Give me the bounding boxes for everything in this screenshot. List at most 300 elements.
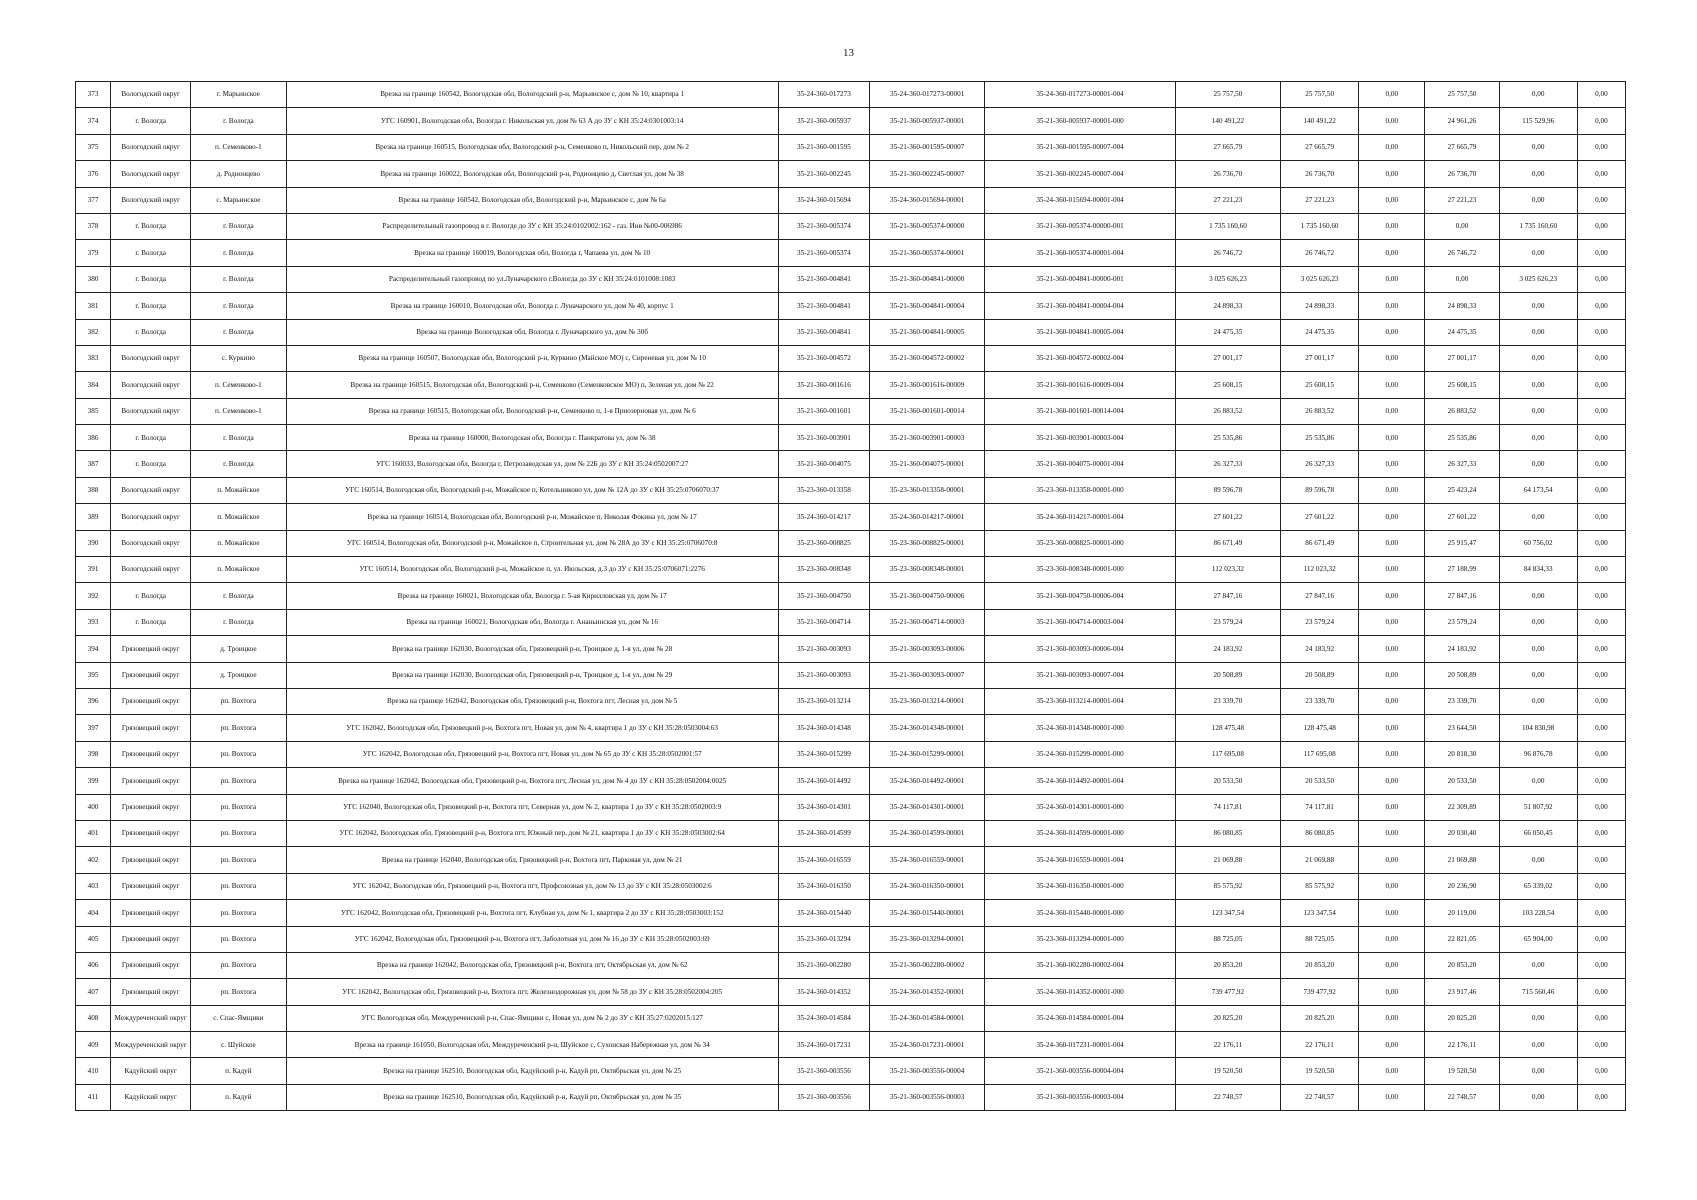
table-row xyxy=(76,398,1626,424)
settlement-cell: п. Кадуй xyxy=(191,1084,286,1110)
table-row xyxy=(76,873,1626,899)
table-row xyxy=(76,213,1626,239)
other-cost-cell: 0,00 xyxy=(1577,636,1625,662)
table-row xyxy=(76,688,1626,714)
object-description-cell: Врезка на границе 160019, Вологодская обл, Вологда г, Чапаева ул, дом № 10 xyxy=(286,240,778,266)
settlement-cell: п. Семенково-1 xyxy=(191,134,286,160)
row-number-cell: 396 xyxy=(76,688,111,714)
object-code-cell: 35-21-360-004572 xyxy=(778,345,869,371)
element-code-cell: 35-21-360-001616-00009 xyxy=(870,372,985,398)
settlement-cell: рп. Вохтога xyxy=(191,794,286,820)
object-description-cell: Врезка на границе 160515, Вологодская обл, Вологодский р-н, Семенково п, Никольский пер, дом № 2 xyxy=(286,134,778,160)
inventory-code-cell: 35-21-360-003901-00003-004 xyxy=(985,425,1175,451)
table-row xyxy=(76,108,1626,134)
object-code-cell: 35-21-360-004841 xyxy=(778,319,869,345)
zero-cost-cell: 0,00 xyxy=(1359,504,1425,530)
total-cost-cell: 24 475,35 xyxy=(1175,319,1280,345)
connection-cost-cell: 20 533,50 xyxy=(1425,768,1499,794)
zero-cost-cell: 0,00 xyxy=(1359,213,1425,239)
other-cost-cell: 0,00 xyxy=(1577,583,1625,609)
zero-cost-cell: 0,00 xyxy=(1359,873,1425,899)
row-number-cell: 374 xyxy=(76,108,111,134)
connection-cost-cell: 25 608,15 xyxy=(1425,372,1499,398)
zero-cost-cell: 0,00 xyxy=(1359,926,1425,952)
element-code-cell: 35-24-360-014301-00001 xyxy=(870,794,985,820)
settlement-cell: г. Вологда xyxy=(191,609,286,635)
cost-cell: 24 183,92 xyxy=(1281,636,1359,662)
district-cell: г. Вологда xyxy=(111,451,191,477)
row-number-cell: 373 xyxy=(76,82,111,108)
object-description-cell: Врезка на границе 162042, Вологодская обл, Грязовецкий р-н, Вохтога пгт, Лесная ул, дом № 5 xyxy=(286,688,778,714)
district-cell: Грязовецкий округ xyxy=(111,715,191,741)
zero-cost-cell: 0,00 xyxy=(1359,583,1425,609)
object-code-cell: 35-24-360-016350 xyxy=(778,873,869,899)
object-description-cell: Врезка на границе 160010, Вологодская обл, Вологда г. Луначарского ул, дом № 40, корпус 1 xyxy=(286,293,778,319)
connection-cost-cell: 27 847,16 xyxy=(1425,583,1499,609)
object-description-cell: Врезка на границе 162030, Вологодская обл, Грязовецкий р-н, Троицкое д, 1-я ул, дом № 28 xyxy=(286,636,778,662)
total-cost-cell: 123 347,54 xyxy=(1175,900,1280,926)
row-number-cell: 402 xyxy=(76,847,111,873)
element-code-cell: 35-21-360-005374-00000 xyxy=(870,213,985,239)
zero-cost-cell: 0,00 xyxy=(1359,557,1425,583)
settlement-cell: д. Троицкое xyxy=(191,636,286,662)
settlement-cell: д. Троицкое xyxy=(191,662,286,688)
network-cost-cell: 0,00 xyxy=(1499,82,1577,108)
element-code-cell: 35-24-360-017231-00001 xyxy=(870,1032,985,1058)
settlement-cell: рп. Вохтога xyxy=(191,768,286,794)
cost-cell: 22 748,57 xyxy=(1281,1084,1359,1110)
network-cost-cell: 0,00 xyxy=(1499,688,1577,714)
object-description-cell: Врезка на границе 160021, Вологодская обл, Вологда г. 5-ая Кирилловская ул, дом № 17 xyxy=(286,583,778,609)
cost-cell: 24 898,33 xyxy=(1281,293,1359,319)
object-description-cell: УГС 160033, Вологодская обл, Вологда г, Петрозаводская ул, дом № 22Б до ЗУ с КН 35:24:0502007:27 xyxy=(286,451,778,477)
table-row xyxy=(76,1058,1626,1084)
network-cost-cell: 0,00 xyxy=(1499,847,1577,873)
row-number-cell: 382 xyxy=(76,319,111,345)
other-cost-cell: 0,00 xyxy=(1577,979,1625,1005)
zero-cost-cell: 0,00 xyxy=(1359,768,1425,794)
table-row xyxy=(76,847,1626,873)
zero-cost-cell: 0,00 xyxy=(1359,398,1425,424)
zero-cost-cell: 0,00 xyxy=(1359,530,1425,556)
object-description-cell: УГС 162042, Вологодская обл, Грязовецкий р-н, Вохтога пгт, Новая ул, дом № 4, квартира 1 до ЗУ с КН 35:28:0503004:63 xyxy=(286,715,778,741)
row-number-cell: 375 xyxy=(76,134,111,160)
element-code-cell: 35-24-360-014584-00001 xyxy=(870,1005,985,1031)
other-cost-cell: 0,00 xyxy=(1577,293,1625,319)
total-cost-cell: 86 671,49 xyxy=(1175,530,1280,556)
inventory-code-cell: 35-21-360-004841-00005-004 xyxy=(985,319,1175,345)
table-row xyxy=(76,979,1626,1005)
cost-cell: 23 579,24 xyxy=(1281,609,1359,635)
zero-cost-cell: 0,00 xyxy=(1359,134,1425,160)
element-code-cell: 35-23-360-008348-00001 xyxy=(870,557,985,583)
cost-cell: 23 339,70 xyxy=(1281,688,1359,714)
zero-cost-cell: 0,00 xyxy=(1359,82,1425,108)
total-cost-cell: 23 339,70 xyxy=(1175,688,1280,714)
table-row xyxy=(76,609,1626,635)
settlement-cell: п. Семенково-1 xyxy=(191,398,286,424)
other-cost-cell: 0,00 xyxy=(1577,952,1625,978)
table-row xyxy=(76,952,1626,978)
inventory-code-cell: 35-24-360-015440-00001-000 xyxy=(985,900,1175,926)
network-cost-cell: 0,00 xyxy=(1499,398,1577,424)
object-code-cell: 35-24-360-014599 xyxy=(778,820,869,846)
row-number-cell: 398 xyxy=(76,741,111,767)
settlement-cell: рп. Вохтога xyxy=(191,847,286,873)
zero-cost-cell: 0,00 xyxy=(1359,979,1425,1005)
object-code-cell: 35-21-360-004714 xyxy=(778,609,869,635)
object-description-cell: Врезка на границе 160021, Вологодская обл, Вологда г. Ананьинская ул, дом № 16 xyxy=(286,609,778,635)
inventory-code-cell: 35-21-360-001595-00007-004 xyxy=(985,134,1175,160)
total-cost-cell: 27 001,17 xyxy=(1175,345,1280,371)
connection-cost-cell: 23 339,70 xyxy=(1425,688,1499,714)
connection-cost-cell: 20 853,20 xyxy=(1425,952,1499,978)
inventory-code-cell: 35-24-360-015299-00001-000 xyxy=(985,741,1175,767)
other-cost-cell: 0,00 xyxy=(1577,1084,1625,1110)
table-row xyxy=(76,715,1626,741)
network-cost-cell: 0,00 xyxy=(1499,609,1577,635)
network-cost-cell: 0,00 xyxy=(1499,1084,1577,1110)
district-cell: Вологодский округ xyxy=(111,398,191,424)
element-code-cell: 35-21-360-003901-00003 xyxy=(870,425,985,451)
registry-table xyxy=(75,81,1626,1111)
other-cost-cell: 0,00 xyxy=(1577,372,1625,398)
settlement-cell: г. Вологда xyxy=(191,319,286,345)
other-cost-cell: 0,00 xyxy=(1577,557,1625,583)
network-cost-cell: 115 529,96 xyxy=(1499,108,1577,134)
connection-cost-cell: 19 520,50 xyxy=(1425,1058,1499,1084)
network-cost-cell: 60 756,02 xyxy=(1499,530,1577,556)
object-description-cell: Врезка на границе 160022, Вологодская обл, Вологодский р-н, Родионцево д, Светлая ул, дом № 38 xyxy=(286,161,778,187)
row-number-cell: 385 xyxy=(76,398,111,424)
settlement-cell: рп. Вохтога xyxy=(191,820,286,846)
cost-cell: 27 665,79 xyxy=(1281,134,1359,160)
element-code-cell: 35-21-360-003556-00004 xyxy=(870,1058,985,1084)
inventory-code-cell: 35-21-360-001601-00014-004 xyxy=(985,398,1175,424)
inventory-code-cell: 35-24-360-016350-00001-000 xyxy=(985,873,1175,899)
other-cost-cell: 0,00 xyxy=(1577,609,1625,635)
cost-cell: 1 735 160,60 xyxy=(1281,213,1359,239)
row-number-cell: 401 xyxy=(76,820,111,846)
row-number-cell: 387 xyxy=(76,451,111,477)
district-cell: Вологодский округ xyxy=(111,187,191,213)
other-cost-cell: 0,00 xyxy=(1577,926,1625,952)
table-row xyxy=(76,319,1626,345)
element-code-cell: 35-21-360-002280-00002 xyxy=(870,952,985,978)
network-cost-cell: 0,00 xyxy=(1499,636,1577,662)
row-number-cell: 379 xyxy=(76,240,111,266)
row-number-cell: 384 xyxy=(76,372,111,398)
table-row xyxy=(76,1005,1626,1031)
row-number-cell: 391 xyxy=(76,557,111,583)
table-row xyxy=(76,477,1626,503)
total-cost-cell: 25 608,15 xyxy=(1175,372,1280,398)
cost-cell: 24 475,35 xyxy=(1281,319,1359,345)
object-description-cell: Врезка на границе Вологодская обл, Вологда г. Луначарского ул, дом № 30б xyxy=(286,319,778,345)
element-code-cell: 35-24-360-014599-00001 xyxy=(870,820,985,846)
object-code-cell: 35-21-360-003093 xyxy=(778,636,869,662)
element-code-cell: 35-21-360-002245-00007 xyxy=(870,161,985,187)
object-description-cell: УГС 162042, Вологодская обл, Грязовецкий р-н, Вохтога пгт, Новая ул, дом № 65 до ЗУ с КН 35:28:0502001:57 xyxy=(286,741,778,767)
element-code-cell: 35-21-360-004841-00004 xyxy=(870,293,985,319)
zero-cost-cell: 0,00 xyxy=(1359,741,1425,767)
other-cost-cell: 0,00 xyxy=(1577,688,1625,714)
cost-cell: 86 671,49 xyxy=(1281,530,1359,556)
cost-cell: 27 601,22 xyxy=(1281,504,1359,530)
settlement-cell: рп. Вохтога xyxy=(191,741,286,767)
object-description-cell: Врезка на границе 162042, Вологодская обл, Грязовецкий р-н, Вохтога пгт, Лесная ул, дом № 4 до ЗУ с КН 35:28:0502004:0025 xyxy=(286,768,778,794)
element-code-cell: 35-24-360-014348-00001 xyxy=(870,715,985,741)
total-cost-cell: 89 596,78 xyxy=(1175,477,1280,503)
total-cost-cell: 27 221,23 xyxy=(1175,187,1280,213)
connection-cost-cell: 20 119,00 xyxy=(1425,900,1499,926)
zero-cost-cell: 0,00 xyxy=(1359,636,1425,662)
settlement-cell: п. Можайское xyxy=(191,504,286,530)
row-number-cell: 406 xyxy=(76,952,111,978)
object-code-cell: 35-21-360-005374 xyxy=(778,240,869,266)
network-cost-cell: 0,00 xyxy=(1499,504,1577,530)
connection-cost-cell: 22 821,05 xyxy=(1425,926,1499,952)
total-cost-cell: 22 748,57 xyxy=(1175,1084,1280,1110)
other-cost-cell: 0,00 xyxy=(1577,741,1625,767)
other-cost-cell: 0,00 xyxy=(1577,451,1625,477)
row-number-cell: 389 xyxy=(76,504,111,530)
table-row xyxy=(76,1032,1626,1058)
object-code-cell: 35-21-360-003556 xyxy=(778,1084,869,1110)
zero-cost-cell: 0,00 xyxy=(1359,345,1425,371)
object-code-cell: 35-21-360-004841 xyxy=(778,293,869,319)
network-cost-cell: 84 834,33 xyxy=(1499,557,1577,583)
zero-cost-cell: 0,00 xyxy=(1359,477,1425,503)
total-cost-cell: 20 853,20 xyxy=(1175,952,1280,978)
row-number-cell: 397 xyxy=(76,715,111,741)
object-code-cell: 35-23-360-013294 xyxy=(778,926,869,952)
object-description-cell: УГС 160514, Вологодская обл, Вологодский р-н, Можайское п, Строительная ул, дом № 28А до ЗУ с КН 35:25:0706070:8 xyxy=(286,530,778,556)
inventory-code-cell: 35-23-360-013358-00001-000 xyxy=(985,477,1175,503)
district-cell: Грязовецкий округ xyxy=(111,926,191,952)
cost-cell: 128 475,48 xyxy=(1281,715,1359,741)
table-row xyxy=(76,1084,1626,1110)
total-cost-cell: 25 535,86 xyxy=(1175,425,1280,451)
zero-cost-cell: 0,00 xyxy=(1359,794,1425,820)
table-row xyxy=(76,161,1626,187)
district-cell: Грязовецкий округ xyxy=(111,741,191,767)
zero-cost-cell: 0,00 xyxy=(1359,847,1425,873)
district-cell: г. Вологда xyxy=(111,266,191,292)
element-code-cell: 35-21-360-004714-00003 xyxy=(870,609,985,635)
network-cost-cell: 0,00 xyxy=(1499,1058,1577,1084)
connection-cost-cell: 24 183,92 xyxy=(1425,636,1499,662)
element-code-cell: 35-21-360-004750-00006 xyxy=(870,583,985,609)
total-cost-cell: 20 508,89 xyxy=(1175,662,1280,688)
settlement-cell: г. Вологда xyxy=(191,293,286,319)
district-cell: Грязовецкий округ xyxy=(111,636,191,662)
object-description-cell: Распределительный газопровод в г. Вологде до ЗУ с КН 35:24:0102002:162 - газ. Инв №00-006986 xyxy=(286,213,778,239)
district-cell: г. Вологда xyxy=(111,425,191,451)
row-number-cell: 377 xyxy=(76,187,111,213)
connection-cost-cell: 23 644,50 xyxy=(1425,715,1499,741)
zero-cost-cell: 0,00 xyxy=(1359,240,1425,266)
zero-cost-cell: 0,00 xyxy=(1359,952,1425,978)
element-code-cell: 35-23-360-013294-00001 xyxy=(870,926,985,952)
connection-cost-cell: 26 746,72 xyxy=(1425,240,1499,266)
connection-cost-cell: 26 883,52 xyxy=(1425,398,1499,424)
connection-cost-cell: 24 961,26 xyxy=(1425,108,1499,134)
connection-cost-cell: 27 601,22 xyxy=(1425,504,1499,530)
other-cost-cell: 0,00 xyxy=(1577,1032,1625,1058)
zero-cost-cell: 0,00 xyxy=(1359,1005,1425,1031)
settlement-cell: рп. Вохтога xyxy=(191,900,286,926)
object-description-cell: Распределительный газопровод по ул.Луначарского г.Вологда до ЗУ с КН 35:24:0101008:1083 xyxy=(286,266,778,292)
object-code-cell: 35-23-360-013358 xyxy=(778,477,869,503)
network-cost-cell: 0,00 xyxy=(1499,952,1577,978)
object-description-cell: Врезка на границе 161050, Вологодская обл, Междуреченский р-н, Шуйское с, Сухонская Набережная ул, дом № 34 xyxy=(286,1032,778,1058)
cost-cell: 74 117,81 xyxy=(1281,794,1359,820)
total-cost-cell: 20 825,20 xyxy=(1175,1005,1280,1031)
district-cell: Междуреченский округ xyxy=(111,1032,191,1058)
network-cost-cell: 0,00 xyxy=(1499,372,1577,398)
object-code-cell: 35-21-360-003093 xyxy=(778,662,869,688)
object-description-cell: Врезка на границе 162510, Вологодская обл, Кадуйский р-н, Кадуй рп, Октябрьская ул, дом № 25 xyxy=(286,1058,778,1084)
other-cost-cell: 0,00 xyxy=(1577,319,1625,345)
cost-cell: 27 001,17 xyxy=(1281,345,1359,371)
object-code-cell: 35-24-360-017231 xyxy=(778,1032,869,1058)
inventory-code-cell: 35-21-360-004841-00000-001 xyxy=(985,266,1175,292)
object-code-cell: 35-21-360-003901 xyxy=(778,425,869,451)
settlement-cell: г. Вологда xyxy=(191,425,286,451)
total-cost-cell: 19 520,50 xyxy=(1175,1058,1280,1084)
table-row xyxy=(76,425,1626,451)
network-cost-cell: 1 735 160,60 xyxy=(1499,213,1577,239)
row-number-cell: 403 xyxy=(76,873,111,899)
connection-cost-cell: 0,00 xyxy=(1425,266,1499,292)
inventory-code-cell: 35-21-360-003556-00003-004 xyxy=(985,1084,1175,1110)
inventory-code-cell: 35-24-360-014217-00001-004 xyxy=(985,504,1175,530)
object-code-cell: 35-24-360-017273 xyxy=(778,82,869,108)
object-description-cell: УГС 162042, Вологодская обл, Грязовецкий р-н, Вохтога пгт, Клубная ул, дом № 1, квартира 2 до ЗУ с КН 35:28:0503003:152 xyxy=(286,900,778,926)
table-row xyxy=(76,187,1626,213)
district-cell: Вологодский округ xyxy=(111,530,191,556)
district-cell: Грязовецкий округ xyxy=(111,768,191,794)
connection-cost-cell: 27 001,17 xyxy=(1425,345,1499,371)
element-code-cell: 35-21-360-001601-00014 xyxy=(870,398,985,424)
other-cost-cell: 0,00 xyxy=(1577,768,1625,794)
zero-cost-cell: 0,00 xyxy=(1359,715,1425,741)
object-code-cell: 35-23-360-008348 xyxy=(778,557,869,583)
cost-cell: 21 069,88 xyxy=(1281,847,1359,873)
cost-cell: 19 520,50 xyxy=(1281,1058,1359,1084)
inventory-code-cell: 35-24-360-014599-00001-000 xyxy=(985,820,1175,846)
connection-cost-cell: 25 535,86 xyxy=(1425,425,1499,451)
object-code-cell: 35-24-360-014217 xyxy=(778,504,869,530)
object-description-cell: Врезка на границе 162510, Вологодская обл, Кадуйский р-н, Кадуй рп, Октябрьская ул, дом № 35 xyxy=(286,1084,778,1110)
settlement-cell: рп. Вохтога xyxy=(191,979,286,1005)
settlement-cell: п. Можайское xyxy=(191,477,286,503)
object-code-cell: 35-24-360-014301 xyxy=(778,794,869,820)
zero-cost-cell: 0,00 xyxy=(1359,609,1425,635)
element-code-cell: 35-21-360-005937-00001 xyxy=(870,108,985,134)
district-cell: г. Вологда xyxy=(111,108,191,134)
district-cell: Грязовецкий округ xyxy=(111,952,191,978)
connection-cost-cell: 23 917,46 xyxy=(1425,979,1499,1005)
inventory-code-cell: 35-23-360-008348-00001-000 xyxy=(985,557,1175,583)
district-cell: Грязовецкий округ xyxy=(111,900,191,926)
element-code-cell: 35-24-360-016350-00001 xyxy=(870,873,985,899)
network-cost-cell: 0,00 xyxy=(1499,1005,1577,1031)
object-description-cell: Врезка на границе 162030, Вологодская обл, Грязовецкий р-н, Троицкое д, 1-я ул, дом № 29 xyxy=(286,662,778,688)
other-cost-cell: 0,00 xyxy=(1577,820,1625,846)
connection-cost-cell: 20 236,90 xyxy=(1425,873,1499,899)
district-cell: г. Вологда xyxy=(111,583,191,609)
total-cost-cell: 117 695,08 xyxy=(1175,741,1280,767)
table-row xyxy=(76,530,1626,556)
inventory-code-cell: 35-24-360-014492-00001-004 xyxy=(985,768,1175,794)
cost-cell: 3 025 626,23 xyxy=(1281,266,1359,292)
cost-cell: 140 491,22 xyxy=(1281,108,1359,134)
inventory-code-cell: 35-24-360-016559-00001-004 xyxy=(985,847,1175,873)
other-cost-cell: 0,00 xyxy=(1577,425,1625,451)
total-cost-cell: 26 327,33 xyxy=(1175,451,1280,477)
element-code-cell: 35-24-360-015299-00001 xyxy=(870,741,985,767)
row-number-cell: 404 xyxy=(76,900,111,926)
network-cost-cell: 96 876,78 xyxy=(1499,741,1577,767)
district-cell: Вологодский округ xyxy=(111,345,191,371)
row-number-cell: 388 xyxy=(76,477,111,503)
district-cell: Грязовецкий округ xyxy=(111,820,191,846)
object-code-cell: 35-21-360-005937 xyxy=(778,108,869,134)
settlement-cell: рп. Вохтога xyxy=(191,952,286,978)
cost-cell: 27 221,23 xyxy=(1281,187,1359,213)
cost-cell: 85 575,92 xyxy=(1281,873,1359,899)
inventory-code-cell: 35-21-360-002245-00007-004 xyxy=(985,161,1175,187)
table-row xyxy=(76,134,1626,160)
connection-cost-cell: 24 898,33 xyxy=(1425,293,1499,319)
row-number-cell: 376 xyxy=(76,161,111,187)
row-number-cell: 381 xyxy=(76,293,111,319)
inventory-code-cell: 35-21-360-001616-00009-004 xyxy=(985,372,1175,398)
row-number-cell: 405 xyxy=(76,926,111,952)
settlement-cell: г. Вологда xyxy=(191,240,286,266)
table-row xyxy=(76,557,1626,583)
zero-cost-cell: 0,00 xyxy=(1359,1084,1425,1110)
connection-cost-cell: 25 757,50 xyxy=(1425,82,1499,108)
cost-cell: 739 477,92 xyxy=(1281,979,1359,1005)
network-cost-cell: 0,00 xyxy=(1499,345,1577,371)
inventory-code-cell: 35-24-360-017231-00001-004 xyxy=(985,1032,1175,1058)
element-code-cell: 35-24-360-014492-00001 xyxy=(870,768,985,794)
object-description-cell: УГС 162042, Вологодская обл, Грязовецкий р-н, Вохтога пгт, Железнодорожная ул, дом № 58 до ЗУ с КН 35:28:0502004:205 xyxy=(286,979,778,1005)
connection-cost-cell: 26 736,70 xyxy=(1425,161,1499,187)
district-cell: Вологодский округ xyxy=(111,372,191,398)
connection-cost-cell: 27 188,99 xyxy=(1425,557,1499,583)
connection-cost-cell: 20 508,89 xyxy=(1425,662,1499,688)
inventory-code-cell: 35-24-360-017273-00001-004 xyxy=(985,82,1175,108)
network-cost-cell: 0,00 xyxy=(1499,293,1577,319)
cost-cell: 26 327,33 xyxy=(1281,451,1359,477)
table-row xyxy=(76,926,1626,952)
network-cost-cell: 0,00 xyxy=(1499,662,1577,688)
settlement-cell: г. Вологда xyxy=(191,583,286,609)
cost-cell: 20 508,89 xyxy=(1281,662,1359,688)
total-cost-cell: 20 533,50 xyxy=(1175,768,1280,794)
district-cell: г. Вологда xyxy=(111,319,191,345)
cost-cell: 26 736,70 xyxy=(1281,161,1359,187)
row-number-cell: 378 xyxy=(76,213,111,239)
total-cost-cell: 26 736,70 xyxy=(1175,161,1280,187)
settlement-cell: п. Можайское xyxy=(191,557,286,583)
total-cost-cell: 85 575,92 xyxy=(1175,873,1280,899)
zero-cost-cell: 0,00 xyxy=(1359,293,1425,319)
